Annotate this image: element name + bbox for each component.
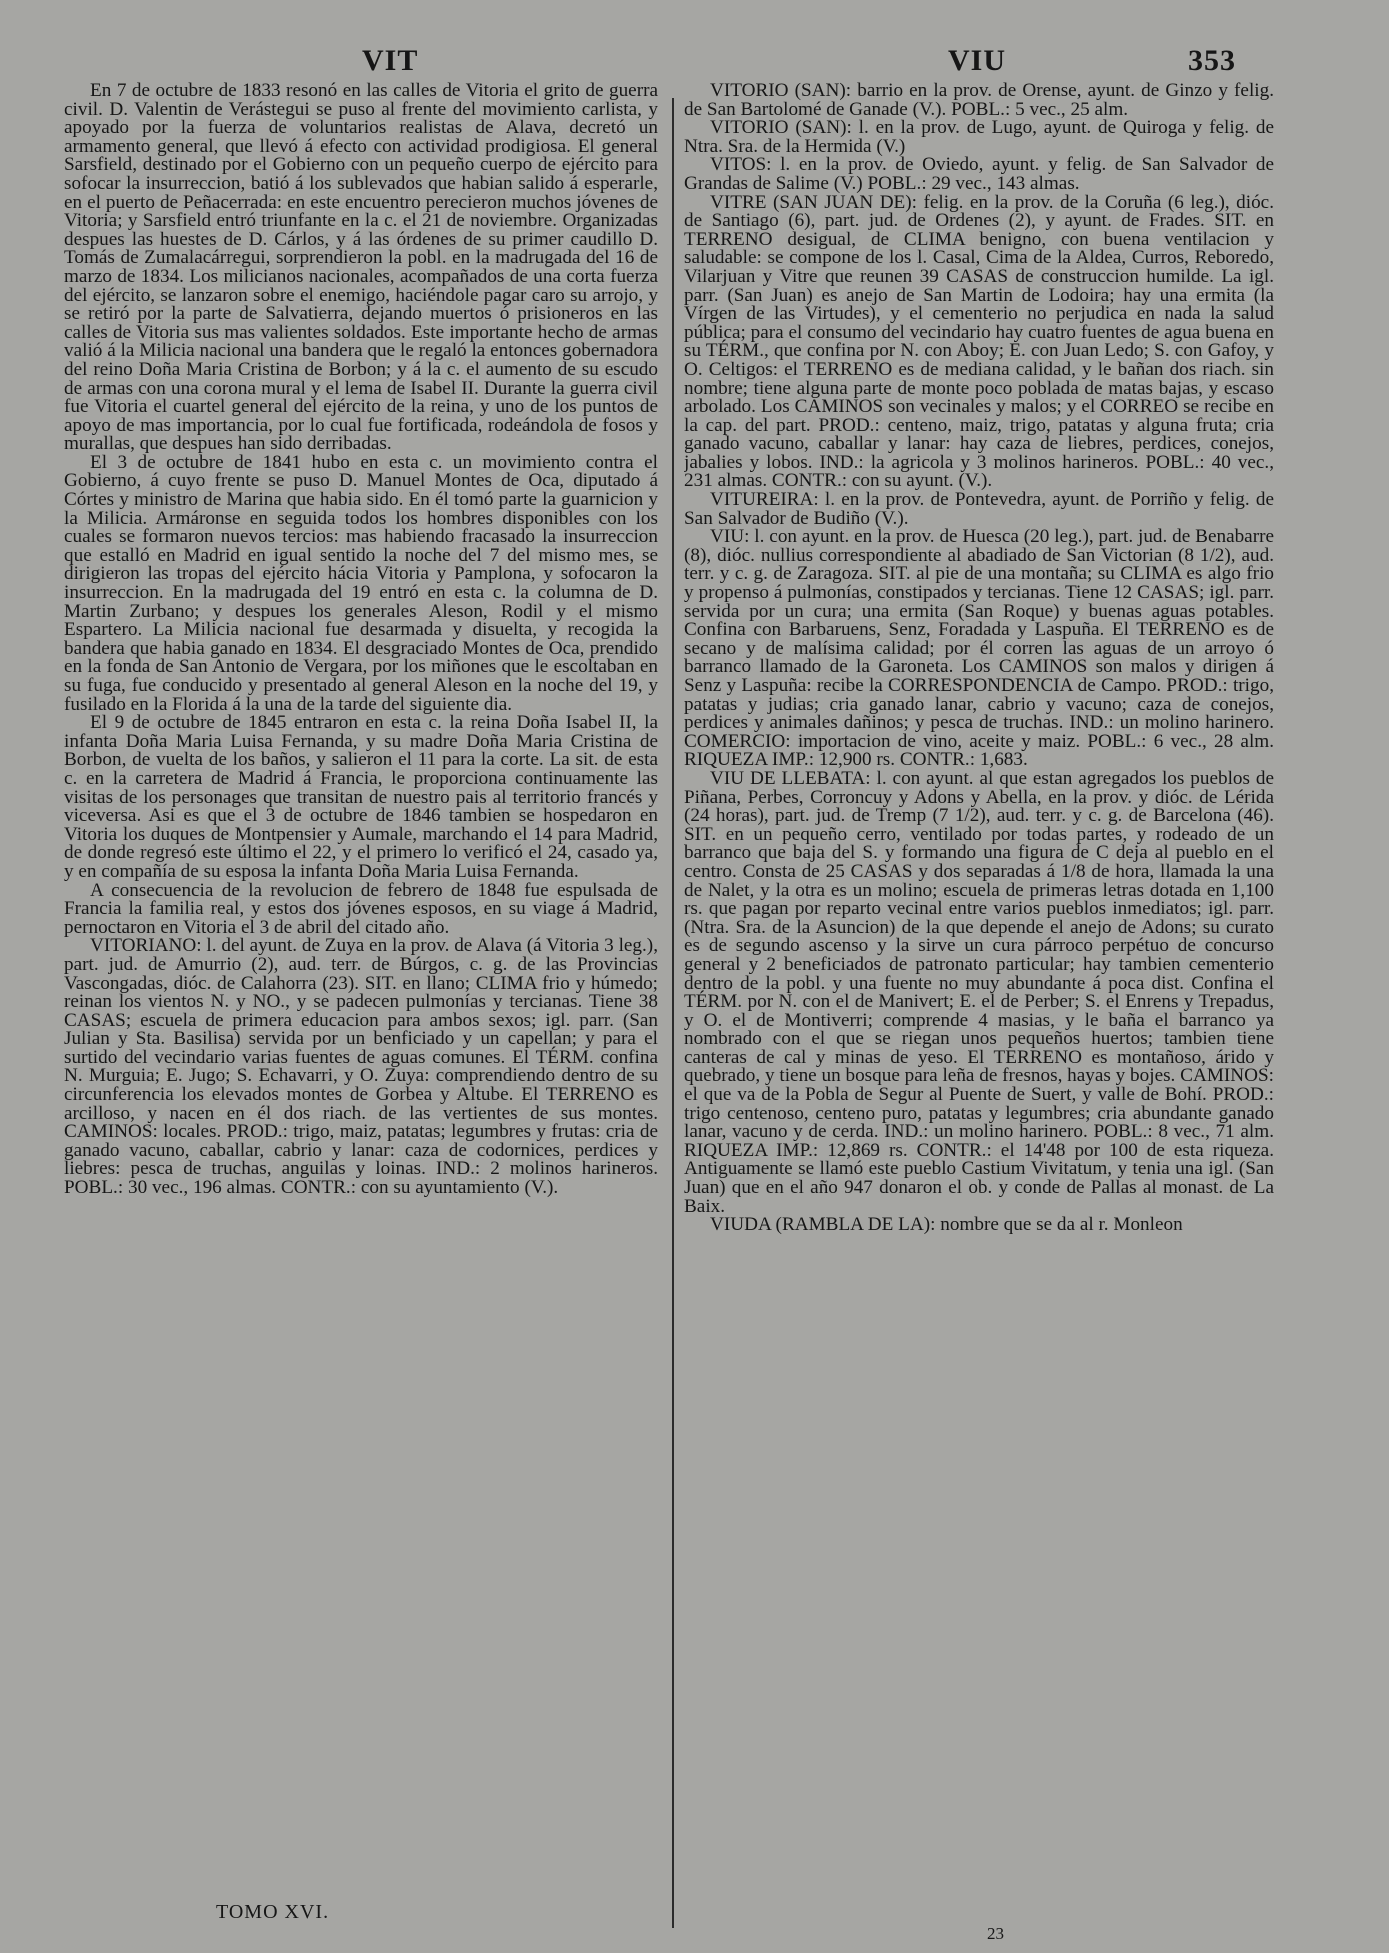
entry-viuda: VIUDA (RAMBLA DE LA): nombre que se da al r. Monleon [710, 1214, 1183, 1236]
volume-footer: TOMO XVI. [216, 1901, 330, 1923]
paragraph: En 7 de octubre de 1833 resonó en las calles de Vitoria el grito de guerra civil. D. Valentin de Verástegui se puso al frente del movimiento carlista, y apoyado por la fuerza de voluntarios realistas de Alava, decretó un armamento general, que llevó á efecto con actividad prodigiosa. El general Sarsfield, destinado por el Gobierno con un pequeño cuerpo de ejército para sofocar la insurreccion, batió á los sublevados que habian salido á esperarle, en el puerto de Peñacerrada: en este encuentro perecieron muchos jóvenes de Vitoria; y Sarsfield entró triunfante en la c. el 21 de noviembre. Organizadas despues las huestes de D. Cárlos, y á las órdenes de su primer caudillo D. Tomás de Zumalacárregui, sorprendieron la pobl. en la madrugada del 16 de marzo de 1834. Los milicianos nacionales, acompañados de una corta fuerza del ejército, se lanzaron sobre el enemigo, haciéndole pagar caro su arrojo, y se retiró por la parte de Salvatierra, dejando muertos ó prisioneros en las calles de Vitoria sus mas valientes soldados. Este importante hecho de armas valió á la Milicia nacional una bandera que le regaló la entonces gobernadora del reino Doña Maria Cristina de Borbon; y á la c. el aumento de su escudo de armas con una corona mural y el lema de Isabel II. Durante la guerra civil fue Vitoria el cuartel general del ejército de la reina, y uno de los puntos de apoyo de mas importancia, por lo cual fue fortificada, rodeándola de fosos y murallas, que despues han sido derribadas. [64, 82, 658, 455]
left-column [64, 82, 658, 1922]
right-column [684, 82, 1274, 1922]
entry-viu: VIU: l. con ayunt. en la prov. de Huesca (20 leg.), part. jud. de Benabarre (8), dióc. nullius correspondiente al abadiado de San Victorian (8 1/2), aud. terr. y c. g. de Zaragoza. SIT. al pie de una montaña; su CLIMA es algo frio y propenso á pulmonías, constipados y tercianas. Tiene 12 CASAS; igl. parr. servida por un cura; una ermita (San Roque) y buenas aguas potables. Confina con Barbaruens, Senz, Foradada y Laspuña. El TERRENO es de secano y de malísima calidad; por él corren las aguas de un arroyo ó barranco llamado de la Garoneta. Los CAMINOS son malos y dirigen á Senz y Laspuña: recibe la CORRESPONDENCIA de Campo. PROD.: trigo, patatas y judias; cria ganado lanar, cabrio y vacuno; caza de conejos, perdices y animales dañinos; y pesca de truchas. IND.: un molino harinero. COMERCIO: importacion de vino, aceite y maiz. POBL.: 6 vec., 28 alm. RIQUEZA IMP.: 12,900 rs. CONTR.: 1,683. [684, 526, 1274, 771]
running-head-left: VIT [362, 44, 419, 77]
entry-vitos: VITOS: l. en la prov. de Oviedo, ayunt. y felig. de San Salvador de Grandas de Salime (V.) POBL.: 29 vec., 143 almas. [684, 154, 1274, 194]
entry-vitre: VITRE (SAN JUAN DE): felig. en la prov. de la Coruña (6 leg.), dióc. de Santiago (6), part. jud. de Ordenes (2), y ayunt. de Frades. SIT. en TERRENO desigual, de CLIMA benigno, con buena ventilacion y saludable: se compone de los l. Casal, Cima de la Aldea, Curros, Reboredo, Vilarjuan y Vitre que reunen 39 CASAS de construccion humilde. La igl. parr. (San Juan) es anejo de San Martin de Lodoira; hay una ermita (la Vírgen de las Virtudes), y el cementerio no perjudica en nada la salud pública; para el consumo del vecindario hay cuatro fuentes de agua buena en su TÉRM., que confina por N. con Aboy; E. con Juan Ledo; S. con Gafoy, y O. Celtigos: el TERRENO es de mediana calidad, y le bañan dos riach. sin nombre; tiene alguna parte de monte poco poblada de matas bajas, y escaso arbolado. Los CAMINOS son vecinales y malos; y el CORREO se recibe en la cap. del part. PROD.: centeno, maiz, trigo, patatas y alguna fruta; cria ganado vacuno, caballar y lanar: hay caza de liebres, perdices, conejos, jabalies y lobos. IND.: la agricola y 3 molinos harineros. POBL.: 40 vec., 231 almas. CONTR.: con su ayunt. (V.). [684, 191, 1274, 492]
page-number: 353 [1188, 44, 1236, 77]
entry-vitoriano: VITORIANO: l. del ayunt. de Zuya en la prov. de Alava (á Vitoria 3 leg.), part. jud. de Amurrio (2), aud. terr. de Búrgos, c. g. de las Provincias Vascongadas, dióc. de Calahorra (23). SIT. en llano; CLIMA frio y húmedo; reinan los vientos N. y NO., y se padecen pulmonías y tercianas. Tiene 38 CASAS; escuela de primera educacion para ambos sexos; igl. parr. (San Julian y Sta. Basilisa) servida por un benficiado y un capellan; y para el surtido del vecindario varias fuentes de aguas comunes. El TÉRM. confina N. Murguia; E. Jugo; S. Echavarri, y O. Zuya: comprendiendo dentro de su circunferencia los elevados montes de Gorbea y Altube. El TERRENO es arcilloso, y nacen en él dos riach. de las vertientes de sus montes. CAMINOS: locales. PROD.: trigo, maiz, patatas; legumbres y frutas: cria de ganado vacuno, caballar, cabrio y lanar: caza de codornices, perdices y liebres: pesca de truchas, anguilas y loinas. IND.: 2 molinos harineros. POBL.: 30 vec., 196 almas. CONTR.: con su ayuntamiento (V.). [64, 935, 658, 1199]
paragraph: El 3 de octubre de 1841 hubo en esta c. un movimiento contra el Gobierno, á cuyo frente se puso D. Manuel Montes de Oca, diputado á Córtes y ministro de Marina que habia sido. En él tomó parte la guarnicion y la Milicia. Armáronse en seguida todos los hombres disponibles con los cuales se formaron nuevos tercios: mas habiendo fracasado la insurreccion que estalló en Madrid en igual sentido la noche del 7 del mismo mes, se dirigieron las tropas del ejército hácia Vitoria y Pamplona, y sofocaron la insurreccion. En la madrugada del 19 entró en esta c. la columna de D. Martin Zurbano; y despues los generales Aleson, Rodil y el mismo Espartero. La Milicia nacional fue desarmada y disuelta, y recogida la bandera que habia ganado en 1834. El desgraciado Montes de Oca, prendido en la fonda de San Antonio de Vergara, por los miñones que le escoltaban en su fuga, fue conducido y presentado al general Aleson en la noche del 19, y fusilado en la Florida á la una de la tarde del siguiente dia. [64, 451, 658, 715]
paragraph: A consecuencia de la revolucion de febrero de 1848 fue espulsada de Francia la familia real, y estos dos jóvenes esposos, en su viage á Madrid, pernoctaron en Vitoria el 3 de abril del citado año. [64, 879, 658, 938]
signature-mark: 23 [987, 1924, 1004, 1943]
paragraph: El 9 de octubre de 1845 entraron en esta c. la reina Doña Isabel II, la infanta Doña Maria Luisa Fernanda, y su madre Doña Maria Cristina de Borbon, de vuelta de los baños, y salieron el 11 para la corte. La sit. de esta c. en la carretera de Madrid á Francia, le proporciona continuamente las visitas de los personages que transitan de nuestro pais al territorio francés y viceversa. Asi es que el 3 de octubre de 1846 tambien se hospedaron en Vitoria los duques de Montpensier y Aumale, marchando el 14 para Madrid, de donde regresó este último el 22, y el primero lo verificó el 24, casado ya, y en compañía de su esposa la infanta Doña Maria Luisa Fernanda. [64, 712, 658, 882]
entry-vitorio-lugo: VITORIO (SAN): l. en la prov. de Lugo, ayunt. de Quiroga y felig. de Ntra. Sra. de la Hermida (V.) [684, 117, 1274, 157]
entry-vitureira: VITUREIRA: l. en la prov. de Pontevedra, ayunt. de Porriño y felig. de San Salvador de Budiño (V.). [684, 489, 1274, 529]
entry-viu-de-llebata: VIU DE LLEBATA: l. con ayunt. al que estan agregados los pueblos de Piñana, Perbes, Corroncuy y Adons y Abella, en la prov. y dióc. de Lérida (24 horas), part. jud. de Tremp (7 1/2), aud. terr. y c. g. de Barcelona (46). SIT. en un pequeño cerro, ventilado por todas partes, y rodeado de un barranco que baja del S. y formando una figura de C deja al pueblo en el centro. Consta de 25 CASAS y dos separadas á 1/8 de hora, llamada la una de Nalet, y la otra es un molino; escuela de primeras letras dotada en 1,100 rs. que pagan por reparto vecinal entre varios pueblos inmediatos; igl. parr. (Ntra. Sra. de la Asuncion) de la que depende el anejo de Adons; su curato es de segundo ascenso y la sirve un cura párroco perpétuo de concurso general y 2 beneficiados de patronato particular; hay tambien cementerio dentro de la pobl. y una fuente no muy abundante á poca dist. Confina el TÉRM. por N. con el de Manivert; E. el de Perber; S. el Enrens y Trepadus, y O. el de Montiverri; comprende 4 masias, y le baña el barranco ya nombrado con el que se riegan unos pequeños huertos; tambien tiene canteras de cal y minas de yeso. El TERRENO es montañoso, árido y quebrado, y tiene un bosque para leña de fresnos, hayas y bojes. CAMINOS: el que va de la Pobla de Segur al Puente de Suert, y valle de Bohí. PROD.: trigo centenoso, centeno puro, patatas y legumbres; cria abundante ganado lanar, vacuno y de cerda. IND.: un molino harinero. POBL.: 8 vec., 71 alm. RIQUEZA IMP.: 12,869 rs. CONTR.: el 14'48 por 100 de esta riqueza. Antiguamente se llamó este pueblo Castium Vivitatum, y tenia una igl. (San Juan) que en el año 947 donaron el ob. y conde de Pallas al monast. de La Baix. [684, 767, 1274, 1217]
running-head-center: VIU [948, 44, 1007, 77]
entry-vitorio-orense: VITORIO (SAN): barrio en la prov. de Orense, ayunt. de Ginzo y felig. de San Bartolomé de Ganade (V.). POBL.: 5 vec., 25 alm. [684, 82, 1274, 120]
column-divider [672, 98, 674, 1928]
